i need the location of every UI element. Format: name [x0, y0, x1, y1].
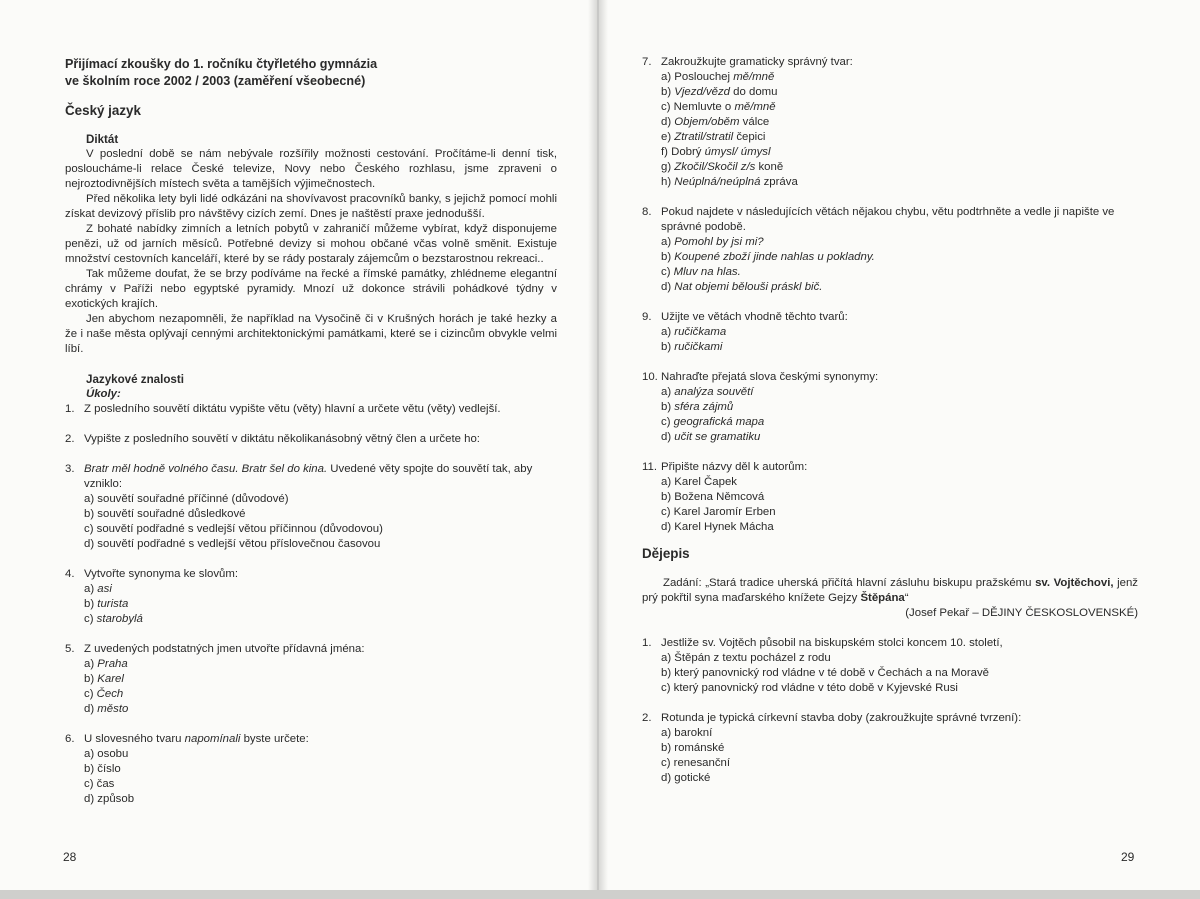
- task-5: [65, 642, 557, 717]
- option: b) Koupené zboží jinde nahlas u pokladny.: [661, 251, 875, 263]
- task-instruction: Uvedené věty spojte do souvětí tak, aby vzniklo:: [84, 463, 533, 490]
- knowledge-heading: Jazykové znalosti: [86, 373, 184, 386]
- option: b) který panovnický rod vládne v té době v Čechách a na Moravě: [661, 667, 989, 679]
- option: c) Čech: [84, 688, 124, 700]
- option: b) turista: [84, 598, 129, 610]
- option: a) Praha: [84, 658, 128, 670]
- task-text: Z posledního souvětí diktátu vypište větu (věty) hlavní a určete větu (věty) vedlejší.: [84, 403, 501, 415]
- option: d) Objem/oběm válce: [661, 116, 770, 128]
- task-text: Pokud najdete v následujících větách nějakou chybu, větu podtrhněte a vedle ji napište ve správné podobě.: [661, 206, 1115, 233]
- option: b) ručičkami: [661, 341, 723, 353]
- option: b) Božena Němcová: [661, 491, 765, 503]
- task-text: [84, 462, 557, 492]
- history-assignment: Zadání: „Stará tradice uherská přičítá hlavní zásluhu biskupu pražskému sv. Vojtěchovi, jenž prý pokřtil syna maďarského knížete Gejzy Štěpána“: [642, 577, 1138, 604]
- section-history: Dějepis: [642, 546, 690, 561]
- task-number: 3.: [65, 463, 75, 475]
- option: c) souvětí podřadné s vedlejší větou příčinnou (důvodovou): [84, 523, 383, 535]
- task-number: 11.: [642, 461, 657, 473]
- dictation-text: [65, 147, 557, 357]
- task-text: Zakroužkujte gramaticky správný tvar:: [661, 56, 853, 68]
- option: b) románské: [661, 742, 725, 754]
- page-edge: [0, 890, 1200, 899]
- task-number: 2.: [65, 433, 75, 445]
- task-text: Užijte ve větách vhodně těchto tvarů:: [661, 311, 848, 323]
- task-1: [65, 402, 557, 417]
- page-number-right: 29: [1121, 850, 1135, 864]
- option: d) město: [84, 703, 129, 715]
- exam-title-line1: Přijímací zkoušky do 1. ročníku čtyřletého gymnázia: [65, 57, 378, 71]
- task-number: 6.: [65, 733, 75, 745]
- option: c) geografická mapa: [661, 416, 765, 428]
- option: a) ručičkama: [661, 326, 727, 338]
- option: b) sféra zájmů: [661, 401, 734, 413]
- right-page-content: [642, 55, 1138, 786]
- section-czech: Český jazyk: [65, 103, 141, 118]
- option: a) souvětí souřadné příčinné (důvodové): [84, 493, 289, 505]
- option: a) Karel Čapek: [661, 476, 737, 488]
- task-number: 1.: [642, 637, 652, 649]
- book-gutter: [588, 0, 608, 899]
- task-3: [65, 462, 557, 552]
- task-text: Rotunda je typická církevní stavba doby (zakroužkujte správné tvrzení):: [661, 712, 1022, 724]
- task-number: 1.: [65, 403, 75, 415]
- task-4: [65, 567, 557, 627]
- task-text: Z uvedených podstatných jmen utvořte přídavná jména:: [84, 643, 365, 655]
- option: a) osobu: [84, 748, 129, 760]
- task-6: [65, 732, 557, 807]
- task-number: 10.: [642, 371, 658, 383]
- option: e) Ztratil/stratil čepici: [661, 131, 766, 143]
- option: c) Karel Jaromír Erben: [661, 506, 776, 518]
- task-text: Jestliže sv. Vojtěch působil na biskupském stolci koncem 10. století,: [661, 637, 1003, 649]
- option: h) Neúplná/neúplná zpráva: [661, 176, 798, 188]
- option: a) asi: [84, 583, 112, 595]
- dictation-paragraph: Jen abychom nezapomněli, že například na Vysočině či v Krušných horách je také hezky a že i naše města oplývají cennými architektonickými památkami, které se i cizincům obvykle velmi líbí.: [65, 313, 557, 355]
- task-number: 9.: [642, 311, 652, 323]
- option: a) analýza souvětí: [661, 386, 754, 398]
- option: b) číslo: [84, 763, 121, 775]
- option: a) barokní: [661, 727, 713, 739]
- option: d) souvětí podřadné s vedlejší větou příslovečnou časovou: [84, 538, 381, 550]
- task-number: 5.: [65, 643, 75, 655]
- task-text: Nahraďte přejatá slova českými synonymy:: [661, 371, 879, 383]
- option: d) učit se gramatiku: [661, 431, 761, 443]
- option: a) Pomohl by jsi mi?: [661, 236, 764, 248]
- option: c) který panovnický rod vládne v této době v Kyjevské Rusi: [661, 682, 958, 694]
- option: d) Nat objemi bělouši práskl bič.: [661, 281, 823, 293]
- option: c) Mluv na hlas.: [661, 266, 741, 278]
- option: c) renesanční: [661, 757, 731, 769]
- page-number-left: 28: [63, 850, 77, 864]
- option: c) Nemluvte o mě/mně: [661, 101, 776, 113]
- option: b) souvětí souřadné důsledkové: [84, 508, 246, 520]
- dictation-paragraph: V poslední době se nám nebývale rozšířily možnosti cestování. Pročítáme-li denní tisk, posloucháme-li relace České televize, Novy nebo Českého rozhlasu, jsme zpraveni o nejroztodivnějších místech světa a tamějších výjimečnostech.: [65, 148, 557, 190]
- option: f) Dobrý úmysl/ úmysl: [661, 146, 771, 158]
- task-9: [642, 310, 1138, 355]
- task-text: Vytvořte synonyma ke slovům:: [84, 568, 239, 580]
- task-sentence: Bratr měl hodně volného času. Bratr šel do kina.: [84, 463, 328, 475]
- dictation-paragraph: Z bohaté nabídky zimních a letních pobytů v zahraničí můžeme vybírat, když disponujeme penězi, už od jarních měsíců. Potřebné devizy si mohou občané včas volně směnit. Existuje množství cestovních kanceláří, které by se rády postaraly zájemcům o bezstarostnou rekreaci..: [65, 223, 557, 265]
- task-2: [65, 432, 557, 447]
- option: c) čas: [84, 778, 115, 790]
- task-number: 2.: [642, 712, 652, 724]
- option: d) způsob: [84, 793, 135, 805]
- task-10: [642, 370, 1138, 445]
- dictation-paragraph: Tak můžeme doufat, že se brzy podíváme na řecké a římské památky, zhlédneme elegantní chrámy v Paříži nebo egyptské pyramidy. Mnozí už dokonce strávili pohádkové týdny v exotických krajích.: [65, 268, 557, 310]
- task-text: Vypište z posledního souvětí v diktátu několikanásobný větný člen a určete ho:: [84, 433, 480, 445]
- option: b) Vjezd/vězd do domu: [661, 86, 778, 98]
- left-page-content: [65, 56, 557, 807]
- task-number: 4.: [65, 568, 75, 580]
- task-7: [642, 55, 1138, 190]
- dictation-paragraph: Před několika lety byli lidé odkázáni na shovívavost pracovníků banky, s jejichž pomocí mohli získat devizový příslib pro návštěvy cizích zemí. Dnes je naštěstí praxe jednodušší.: [65, 193, 557, 220]
- history-task-1: [642, 636, 1138, 696]
- option: b) Karel: [84, 673, 124, 685]
- option: a) Štěpán z textu pocházel z rodu: [661, 652, 831, 664]
- option: g) Zkočil/Skočil z/s koně: [661, 161, 784, 173]
- task-8: [642, 205, 1138, 295]
- task-11: [642, 460, 1138, 535]
- quote-source: (Josef Pekař – DĚJINY ČESKOSLOVENSKÉ): [905, 607, 1138, 619]
- option: a) Poslouchej mě/mně: [661, 71, 775, 83]
- option: d) Karel Hynek Mácha: [661, 521, 774, 533]
- task-number: 7.: [642, 56, 652, 68]
- task-text: U slovesného tvaru napomínali byste určete:: [84, 733, 309, 745]
- option: d) gotické: [661, 772, 711, 784]
- dictation-heading: Diktát: [86, 133, 119, 146]
- task-text: Připište názvy děl k autorům:: [661, 461, 808, 473]
- history-task-2: [642, 711, 1138, 786]
- tasks-label: Úkoly:: [86, 388, 121, 400]
- exam-title-line2: ve školním roce 2002 / 2003 (zaměření všeobecné): [65, 74, 366, 88]
- task-number: 8.: [642, 206, 652, 218]
- option: c) starobylá: [84, 613, 143, 625]
